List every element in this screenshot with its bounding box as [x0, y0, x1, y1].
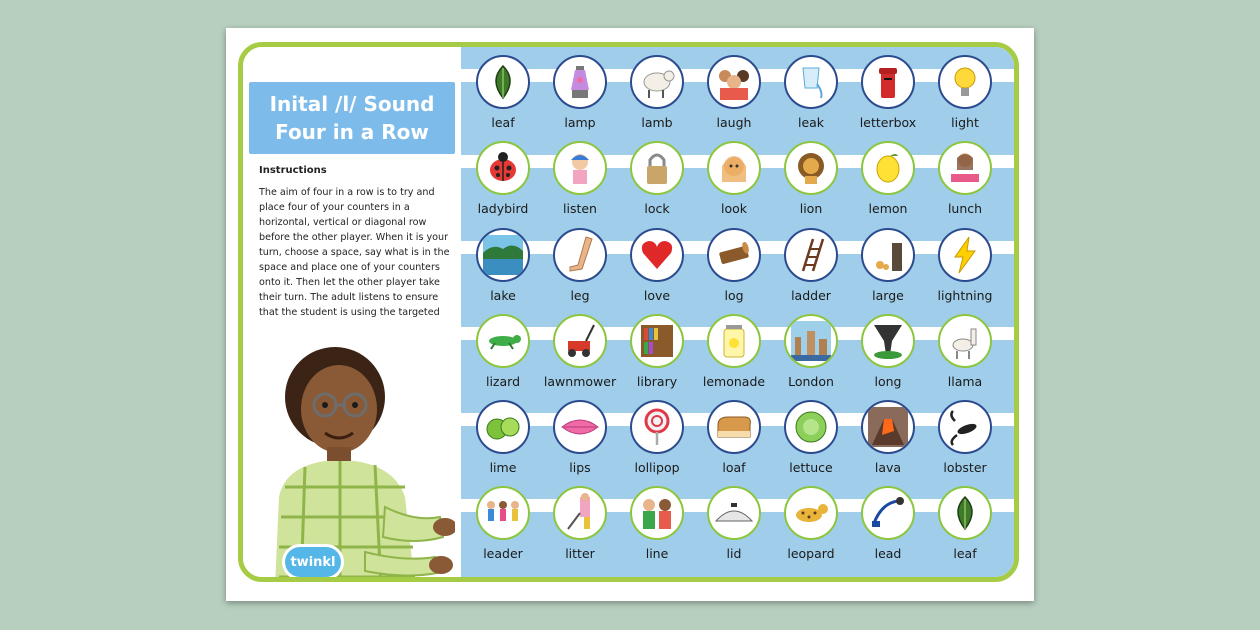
space-label: lock	[644, 201, 670, 216]
space-label: lobster	[943, 460, 987, 475]
left-panel	[243, 47, 461, 577]
space-label: llama	[947, 374, 983, 389]
board-space-lunch[interactable]	[929, 141, 1001, 227]
space-label: lemon	[868, 201, 908, 216]
title-box	[249, 82, 455, 154]
space-label: love	[643, 288, 671, 303]
picture-circle[interactable]	[861, 314, 915, 368]
board-space-lamb[interactable]	[621, 55, 693, 141]
leopard-icon	[791, 493, 831, 533]
space-label: lawnmower	[543, 374, 617, 389]
title-line-2: Four in a Row	[275, 120, 429, 144]
board-space-lid[interactable]	[698, 486, 770, 572]
space-label: lion	[799, 201, 823, 216]
space-label: litter	[565, 546, 595, 561]
dog-lead-icon	[868, 493, 908, 533]
instructions-heading: Instructions	[259, 165, 327, 176]
lake-icon	[483, 235, 523, 275]
picture-circle[interactable]	[938, 314, 992, 368]
lobster-icon	[945, 407, 985, 447]
board-space-london[interactable]	[775, 314, 847, 400]
large-small-icon	[868, 235, 908, 275]
instructions-body: The aim of four in a row is to try and place four of your counters in a horizontal, vertical or diagonal row before the other player. When it is your turn, choose a space, say what is in the space and place one of your counters onto it. Then let the other player take their turn. The adult listens to ensure that the student is using the targeted	[259, 187, 450, 318]
board-space-lime[interactable]	[467, 400, 539, 486]
leaf-icon	[483, 62, 523, 102]
board-space-library[interactable]	[621, 314, 693, 400]
leaking-cup-icon	[791, 62, 831, 102]
laughing-children-icon	[714, 62, 754, 102]
space-label: loaf	[722, 460, 746, 475]
board-space-lobster[interactable]	[929, 400, 1001, 486]
picture-circle[interactable]	[784, 55, 838, 109]
picture-circle[interactable]	[784, 400, 838, 454]
picture-circle[interactable]	[784, 228, 838, 282]
space-label: lead	[874, 546, 902, 561]
ladder-icon	[791, 235, 831, 275]
picture-circle[interactable]	[938, 486, 992, 540]
board-space-lemonade[interactable]	[698, 314, 770, 400]
board-space-leg[interactable]	[544, 228, 616, 314]
board-space-litter[interactable]	[544, 486, 616, 572]
listening-girl-icon	[560, 148, 600, 188]
space-label: large	[872, 288, 904, 303]
padlock-icon	[637, 148, 677, 188]
llama-icon	[945, 321, 985, 361]
lemon-icon	[868, 148, 908, 188]
pan-lid-icon	[714, 493, 754, 533]
picture-circle[interactable]	[630, 400, 684, 454]
board-space-leader[interactable]	[467, 486, 539, 572]
board-space-lead[interactable]	[852, 486, 924, 572]
litter-picker-icon	[560, 493, 600, 533]
picture-circle[interactable]	[707, 486, 761, 540]
lollipop-icon	[637, 407, 677, 447]
board-space-ladder[interactable]	[775, 228, 847, 314]
picture-circle[interactable]	[938, 55, 992, 109]
space-label: library	[636, 374, 678, 389]
picture-circle[interactable]	[476, 314, 530, 368]
space-label: leg	[570, 288, 590, 303]
board-space-log[interactable]	[698, 228, 770, 314]
board-space-leaf[interactable]	[929, 486, 1001, 572]
picture-circle[interactable]	[784, 141, 838, 195]
board-space-look[interactable]	[698, 141, 770, 227]
picture-circle[interactable]	[938, 141, 992, 195]
space-label: leader	[483, 546, 523, 561]
board-space-lava[interactable]	[852, 400, 924, 486]
space-label: lollipop	[634, 460, 680, 475]
picture-circle[interactable]	[707, 141, 761, 195]
board-space-lawnmower[interactable]	[544, 314, 616, 400]
picture-circle[interactable]	[630, 55, 684, 109]
picture-circle[interactable]	[630, 314, 684, 368]
space-label: leaf	[953, 546, 977, 561]
space-label: lightning	[937, 288, 993, 303]
space-label: lips	[569, 460, 591, 475]
picture-circle[interactable]	[553, 141, 607, 195]
space-label: look	[720, 201, 747, 216]
picture-circle[interactable]	[861, 55, 915, 109]
board-space-lock[interactable]	[621, 141, 693, 227]
picture-circle[interactable]	[707, 228, 761, 282]
lava-lamp-icon	[560, 62, 600, 102]
board-space-lion[interactable]	[775, 141, 847, 227]
picture-circle[interactable]	[784, 314, 838, 368]
board-space-letterbox[interactable]	[852, 55, 924, 141]
twinkl-logo: twinkl	[285, 547, 341, 577]
board-space-long[interactable]	[852, 314, 924, 400]
space-label: lemonade	[702, 374, 766, 389]
space-label: lid	[726, 546, 742, 561]
lawnmower-icon	[560, 321, 600, 361]
board-space-ladybird[interactable]	[467, 141, 539, 227]
space-label: lunch	[947, 201, 983, 216]
picture-circle[interactable]	[476, 486, 530, 540]
picture-circle[interactable]	[553, 486, 607, 540]
ladybird-icon	[483, 148, 523, 188]
leaf-icon	[945, 493, 985, 533]
picture-circle[interactable]	[630, 141, 684, 195]
title-line-1: Inital /l/ Sound	[269, 92, 435, 116]
board-space-lollipop[interactable]	[621, 400, 693, 486]
lamb-icon	[637, 62, 677, 102]
london-skyline-icon	[791, 321, 831, 361]
picture-circle[interactable]	[861, 141, 915, 195]
picture-circle[interactable]	[476, 55, 530, 109]
board-space-lettuce[interactable]	[775, 400, 847, 486]
long-tornado-icon	[868, 321, 908, 361]
lips-icon	[560, 407, 600, 447]
leg-icon	[560, 235, 600, 275]
space-label: leopard	[787, 546, 835, 561]
picture-circle[interactable]	[784, 486, 838, 540]
space-label: lamb	[641, 115, 673, 130]
volcano-icon	[868, 407, 908, 447]
board-space-love[interactable]	[621, 228, 693, 314]
bookshelf-icon	[637, 321, 677, 361]
picture-circle[interactable]	[553, 55, 607, 109]
lettuce-icon	[791, 407, 831, 447]
space-label: listen	[563, 201, 597, 216]
board-space-lips[interactable]	[544, 400, 616, 486]
space-label: lettuce	[789, 460, 833, 475]
board-frame	[238, 42, 1019, 582]
board-space-light[interactable]	[929, 55, 1001, 141]
lightning-icon	[945, 235, 985, 275]
picture-circle[interactable]	[707, 55, 761, 109]
picture-circle[interactable]	[630, 228, 684, 282]
space-label: ladybird	[477, 201, 529, 216]
space-label: lime	[489, 460, 517, 475]
board-space-line[interactable]	[621, 486, 693, 572]
space-label: leak	[797, 115, 825, 130]
space-label: long	[874, 374, 902, 389]
board-space-listen[interactable]	[544, 141, 616, 227]
board-space-llama[interactable]	[929, 314, 1001, 400]
board-space-lizard[interactable]	[467, 314, 539, 400]
board-space-lightning[interactable]	[929, 228, 1001, 314]
log-icon	[714, 235, 754, 275]
lion-icon	[791, 148, 831, 188]
space-label: letterbox	[859, 115, 917, 130]
picture-circle[interactable]	[861, 486, 915, 540]
space-label: lamp	[564, 115, 596, 130]
picture-circle[interactable]	[553, 400, 607, 454]
board-space-lake[interactable]	[467, 228, 539, 314]
bread-loaf-icon	[714, 407, 754, 447]
picture-circle[interactable]	[553, 314, 607, 368]
leader-children-icon	[483, 493, 523, 533]
board-space-large[interactable]	[852, 228, 924, 314]
picture-circle[interactable]	[861, 228, 915, 282]
space-label: laugh	[716, 115, 752, 130]
space-label: leaf	[491, 115, 515, 130]
picture-circle[interactable]	[861, 400, 915, 454]
lightbulb-icon	[945, 62, 985, 102]
game-board	[461, 47, 1014, 577]
board-space-leak[interactable]	[775, 55, 847, 141]
lemonade-jar-icon	[714, 321, 754, 361]
picture-circle[interactable]	[476, 400, 530, 454]
picture-circle[interactable]	[476, 141, 530, 195]
postbox-icon	[868, 62, 908, 102]
board-space-leaf[interactable]	[467, 55, 539, 141]
line-children-icon	[637, 493, 677, 533]
picture-circle[interactable]	[707, 314, 761, 368]
board-space-lemon[interactable]	[852, 141, 924, 227]
space-label: log	[724, 288, 744, 303]
lunch-girl-icon	[945, 148, 985, 188]
picture-circle[interactable]	[476, 228, 530, 282]
space-label: lake	[490, 288, 516, 303]
picture-circle[interactable]	[630, 486, 684, 540]
picture-circle[interactable]	[938, 228, 992, 282]
picture-circle[interactable]	[938, 400, 992, 454]
board-space-loaf[interactable]	[698, 400, 770, 486]
heart-icon	[637, 235, 677, 275]
picture-circle[interactable]	[707, 400, 761, 454]
space-label: line	[645, 546, 669, 561]
picture-circle[interactable]	[553, 228, 607, 282]
teacher-illustration-icon	[265, 337, 455, 582]
space-label: light	[951, 115, 979, 130]
looking-girl-icon	[714, 148, 754, 188]
board-space-lamp[interactable]	[544, 55, 616, 141]
activity-sheet	[226, 28, 1034, 601]
space-label: London	[788, 374, 834, 389]
board-space-leopard[interactable]	[775, 486, 847, 572]
space-label: lizard	[485, 374, 521, 389]
board-space-laugh[interactable]	[698, 55, 770, 141]
space-label: lava	[874, 460, 902, 475]
lizard-icon	[483, 321, 523, 361]
lime-icon	[483, 407, 523, 447]
space-label: ladder	[791, 288, 831, 303]
